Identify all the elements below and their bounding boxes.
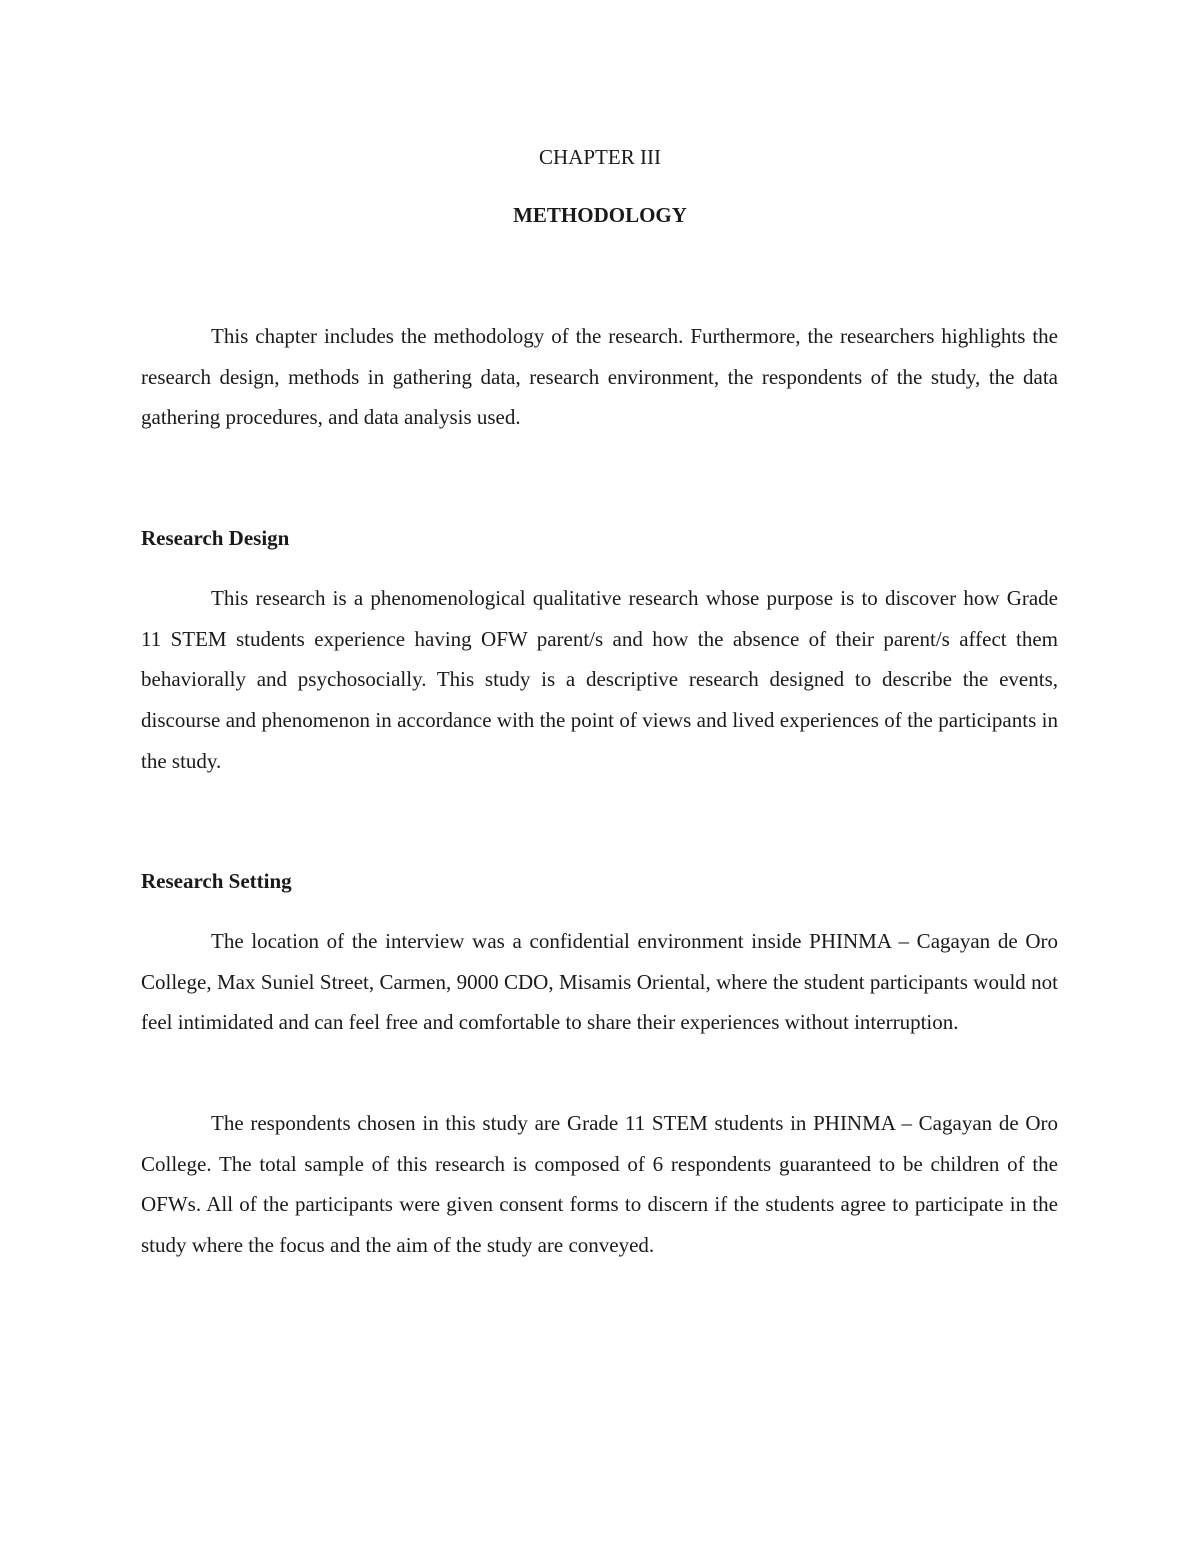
research-setting-paragraph-location: The location of the interview was a confidential environment inside PHINMA – Cagayan de Oro College, Max Suniel Street, Carmen, 9000 CDO, Misamis Oriental, where the student participants would not feel intimidated and can feel free and comfortable to share their experiences without interruption. <box>141 929 1058 1035</box>
research-setting-paragraph-respondents: The respondents chosen in this study are Grade 11 STEM students in PHINMA – Cagayan de Oro College. The total sample of this research is composed of 6 respondents guaranteed to be children of the OFWs. All of the participants were given consent forms to discern if the students agree to participate in the study where the focus and the aim of the study are conveyed. <box>141 1111 1058 1258</box>
chapter-label: CHAPTER III <box>539 145 661 169</box>
research-design-paragraph: This research is a phenomenological qualitative research whose purpose is to discover how Grade 11 STEM students experience having OFW parent/s and how the absence of their parent/s affect them behaviorally and psychosocially. This study is a descriptive research designed to describe the events, discourse and phenomenon in accordance with the point of views and lived experiences of the participants in the study. <box>141 586 1058 773</box>
intro-paragraph: This chapter includes the methodology of the research. Furthermore, the researchers highlights the research design, methods in gathering data, research environment, the respondents of the study, the data gathering procedures, and data analysis used. <box>141 324 1058 430</box>
chapter-title: METHODOLOGY <box>513 203 687 227</box>
section-heading-research-design: Research Design <box>141 526 290 550</box>
section-heading-research-setting: Research Setting <box>141 869 292 893</box>
